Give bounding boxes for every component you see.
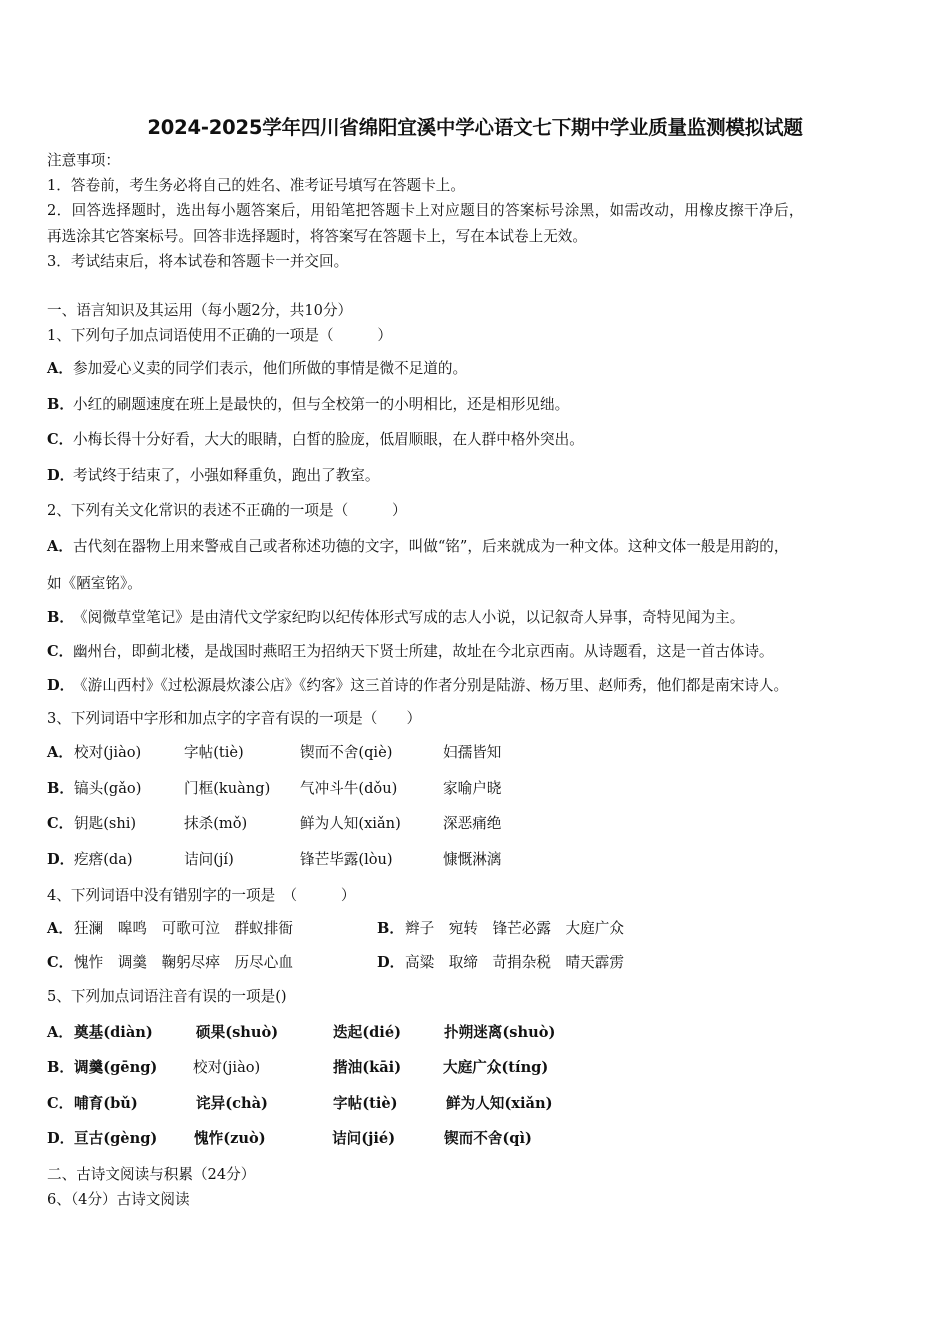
word-item: 奠基(diàn) (74, 1024, 153, 1041)
option-label: B． (377, 920, 404, 937)
word-item: 慷慨淋漓 (443, 851, 502, 868)
option-text: 辫子 宛转 锋芒必露 大庭广众 (405, 920, 624, 937)
option-text: 愧怍 调羹 鞠躬尽瘁 历尽心血 (74, 954, 293, 971)
option-continuation: 如《陋室铭》。 (47, 575, 142, 592)
word-item: 迭起(dié) (333, 1024, 402, 1041)
option-text: 狂澜 嗥鸣 可歌可泣 群蚁排衙 (74, 920, 293, 937)
word-item: 校对(jiào) (74, 744, 142, 761)
option-label: C． (47, 954, 74, 971)
section-heading: 一、语言知识及其运用（每小题2分，共10分） (47, 302, 353, 319)
question-stem: 2、下列有关文化常识的表述不正确的一项是（ ） (47, 502, 407, 519)
notice-item: 2．回答选择题时，选出每小题答案后，用铅笔把答题卡上对应题目的答案标号涂黑，如需改动，用橡皮擦干净后， (47, 202, 804, 219)
option-label: A． (47, 744, 73, 761)
word-item: 疙瘩(da) (74, 851, 133, 868)
word-item: 字帖(tiè) (333, 1095, 398, 1112)
answer-option (47, 430, 584, 450)
option-label: B． (47, 609, 74, 626)
word-item: 诘问(jié) (332, 1130, 396, 1147)
word-item: 大庭广众(tíng) (443, 1059, 549, 1076)
word-item: 硕果(shuò) (196, 1024, 279, 1041)
notice-item: 再选涂其它答案标号。回答非选择题时，将答案写在答题卡上，写在本试卷上无效。 (47, 228, 587, 245)
option-text: 小梅长得十分好看，大大的眼睛，白皙的脸庞，低眉顺眼，在人群中格外突出。 (73, 431, 584, 448)
option-text: 小红的刷题速度在班上是最快的，但与全校第一的小明相比，还是相形见绌。 (73, 396, 570, 413)
answer-option (47, 537, 788, 557)
answer-option (47, 676, 788, 696)
exam-title: 2024-2025学年四川省绵阳宜溪中学心语文七下期中学业质量监测模拟试题 (147, 116, 803, 139)
word-item: 调羹(gēng) (74, 1059, 158, 1076)
option-label: B． (47, 780, 74, 797)
word-item: 揩油(kāi) (333, 1059, 402, 1076)
option-text: 考试终于结束了，小强如释重负，跑出了教室。 (73, 467, 380, 484)
option-text: 《游山西村》《过松源晨炊漆公店》《约客》这三首诗的作者分别是陆游、杨万里、赵师秀，他们都是南宋诗人。 (73, 677, 789, 694)
question-stem: 1、下列句子加点词语使用不正确的一项是（ ） (47, 327, 392, 344)
word-item: 诘问(jí) (184, 851, 234, 868)
option-text: 幽州台，即蓟北楼，是战国时燕昭王为招纳天下贤士所建，故址在今北京西南。从诗题看，这是一首古体诗。 (73, 643, 774, 660)
notice-heading: 注意事项： (47, 152, 120, 169)
question-stem: 3、下列词语中字形和加点字的字音有误的一项是（ ） (47, 710, 422, 727)
word-item: 锲而不舍(qiè) (300, 744, 393, 761)
answer-option (47, 642, 774, 662)
option-text: 参加爱心义卖的同学们表示，他们所做的事情是微不足道的。 (73, 360, 468, 377)
word-item: 锲而不舍(qì) (444, 1130, 532, 1147)
answer-option (47, 359, 467, 379)
word-item: 妇孺皆知 (443, 744, 502, 761)
word-item: 愧怍(zuò) (194, 1130, 266, 1147)
word-item: 哺育(bǔ) (74, 1095, 138, 1112)
option-label: C． (47, 643, 74, 660)
word-item: 家喻户晓 (443, 780, 502, 797)
option-label: D． (47, 677, 75, 694)
question-stem: 6、（4分）古诗文阅读 (47, 1191, 190, 1208)
question-stem: 5、下列加点词语注音有误的一项是() (47, 988, 287, 1005)
word-item: 锋芒毕露(lòu) (300, 851, 393, 868)
word-item: 钥匙(shi) (74, 815, 137, 832)
word-item: 亘古(gèng) (74, 1130, 158, 1147)
option-label: B． (47, 1059, 74, 1076)
option-label: B． (47, 396, 74, 413)
option-text: 高粱 取缔 苛捐杂税 晴天霹雳 (405, 954, 624, 971)
word-item: 门框(kuàng) (184, 780, 271, 797)
word-item: 气冲斗牛(dǒu) (300, 780, 398, 797)
option-label: D． (47, 1130, 75, 1147)
question-stem: 4、下列词语中没有错别字的一项是 （ ） (47, 887, 356, 904)
word-item: 扑朔迷离(shuò) (444, 1024, 556, 1041)
option-label: C． (47, 431, 74, 448)
word-item: 镐头(gǎo) (74, 780, 142, 797)
option-label: D． (47, 851, 75, 868)
option-label: A． (47, 538, 73, 555)
option-label: A． (47, 1024, 73, 1041)
word-item: 鲜为人知(xiǎn) (446, 1095, 553, 1112)
option-label: A． (47, 920, 73, 937)
option-label: C． (47, 815, 74, 832)
answer-option (47, 395, 569, 415)
option-text: 《阅微草堂笔记》是由清代文学家纪昀以纪传体形式写成的志人小说，以记叙奇人异事，奇特见闻为主。 (73, 609, 745, 626)
word-item: 诧异(chà) (196, 1095, 268, 1112)
option-label: C． (47, 1095, 74, 1112)
answer-option (47, 466, 379, 486)
option-label: A． (47, 360, 73, 377)
word-item: 抹杀(mǒ) (184, 815, 248, 832)
word-item: 鲜为人知(xiǎn) (300, 815, 401, 832)
option-label: D． (377, 954, 405, 971)
word-item: 字帖(tiè) (184, 744, 244, 761)
notice-item: 1．答卷前，考生务必将自己的姓名、准考证号填写在答题卡上。 (47, 177, 465, 194)
section-heading: 二、古诗文阅读与积累（24分） (47, 1166, 256, 1183)
word-item: 深恶痛绝 (443, 815, 502, 832)
option-text: 古代刻在器物上用来警戒自己或者称述功德的文字，叫做“铭”，后来就成为一种文体。这种文体一般是用韵的， (73, 538, 789, 555)
answer-option (47, 608, 744, 628)
option-label: D． (47, 467, 75, 484)
notice-item: 3．考试结束后，将本试卷和答题卡一并交回。 (47, 253, 349, 270)
word-item: 校对(jiào) (193, 1059, 261, 1076)
